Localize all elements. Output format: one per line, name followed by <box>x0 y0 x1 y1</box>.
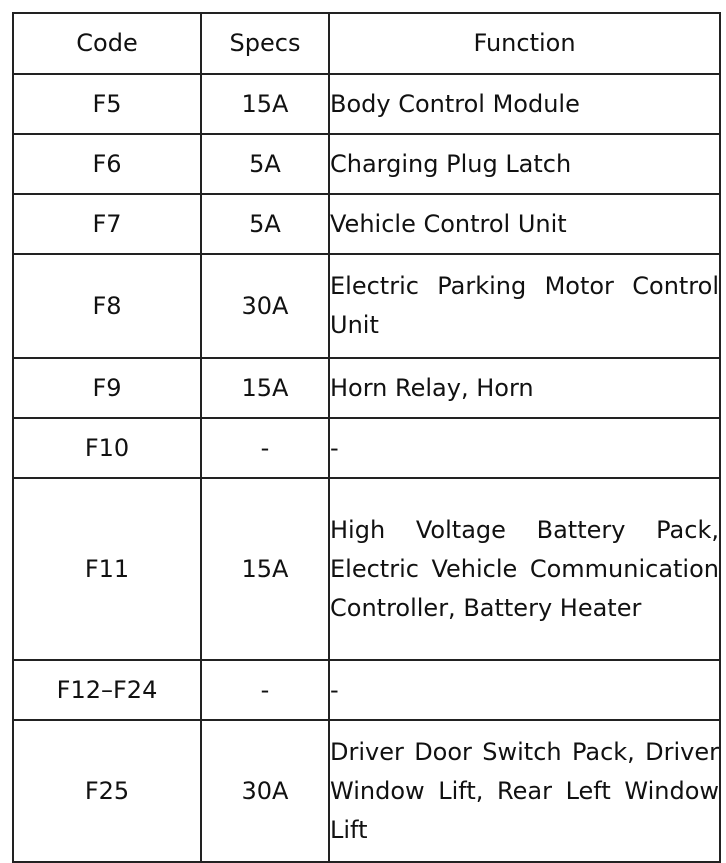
table-row <box>13 358 720 418</box>
table-row <box>13 134 720 194</box>
header-code: Code <box>13 13 201 74</box>
table-row <box>13 194 720 254</box>
fuse-function: Charging Plug Latch <box>329 134 720 194</box>
fuse-specs: 5A <box>201 134 329 194</box>
fuse-code: F7 <box>13 194 201 254</box>
fuse-function: Vehicle Control Unit <box>329 194 720 254</box>
fuse-specs: 15A <box>201 358 329 418</box>
header-specs: Specs <box>201 13 329 74</box>
fuse-specs: 15A <box>201 478 329 660</box>
fuse-code: F12–F24 <box>13 660 201 720</box>
fuse-specs: 30A <box>201 254 329 358</box>
table-row <box>13 418 720 478</box>
table-row <box>13 478 720 660</box>
fuse-specs: 30A <box>201 720 329 862</box>
fuse-function: - <box>329 418 720 478</box>
fuse-specs: - <box>201 418 329 478</box>
fuse-function: - <box>329 660 720 720</box>
fuse-code: F8 <box>13 254 201 358</box>
fuse-code: F9 <box>13 358 201 418</box>
fuse-table <box>12 12 721 863</box>
fuse-specs: - <box>201 660 329 720</box>
header-row <box>13 13 720 74</box>
table-row <box>13 254 720 358</box>
fuse-function: Driver Door Switch Pack, Driver Window Lift, Rear Left Window Lift <box>329 720 720 862</box>
fuse-code: F10 <box>13 418 201 478</box>
fuse-specs: 5A <box>201 194 329 254</box>
fuse-code: F11 <box>13 478 201 660</box>
fuse-specs: 15A <box>201 74 329 134</box>
fuse-function: High Voltage Battery Pack, Electric Vehicle Communication Controller, Battery Heater <box>329 478 720 660</box>
fuse-code: F5 <box>13 74 201 134</box>
header-function: Function <box>329 13 720 74</box>
fuse-function: Horn Relay, Horn <box>329 358 720 418</box>
fuse-code: F25 <box>13 720 201 862</box>
fuse-code: F6 <box>13 134 201 194</box>
fuse-function: Electric Parking Motor Control Unit <box>329 254 720 358</box>
table-row <box>13 74 720 134</box>
table-row <box>13 660 720 720</box>
table-row <box>13 720 720 862</box>
fuse-function: Body Control Module <box>329 74 720 134</box>
